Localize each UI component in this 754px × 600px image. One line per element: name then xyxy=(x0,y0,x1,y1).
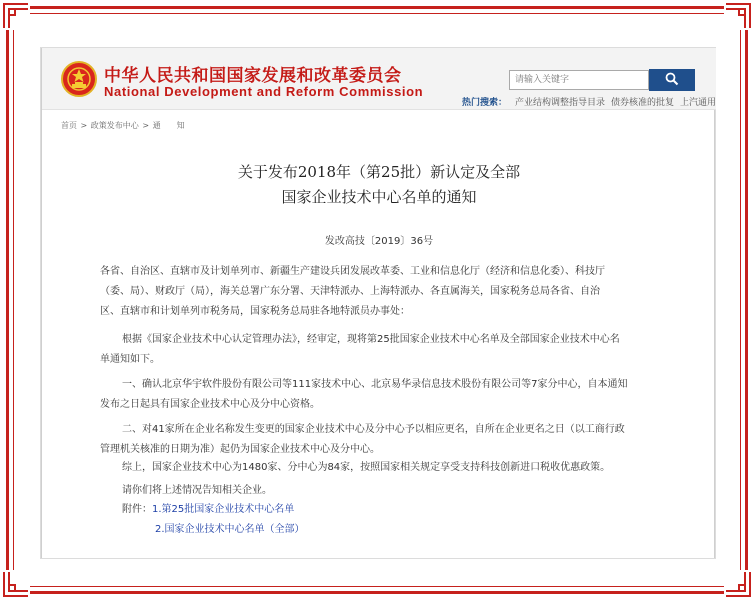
text-line: 请你们将上述情况告知相关企业。 xyxy=(122,485,272,496)
text-line: 二、对41家所在企业名称发生变更的国家企业技术中心及分中心予以相应更名，自所在企业更名之日（以工商行政 xyxy=(122,424,625,435)
breadcrumb-policy-center[interactable]: 政策发布中心 xyxy=(90,121,139,130)
text-line: （委、局）、财政厅（局），海关总署广东分署、天津特派办、上海特派办、各直属海关，国家税务总局各省、自治 xyxy=(100,286,600,297)
search-icon xyxy=(665,72,679,89)
text-line: 各省、自治区、直辖市及计划单列市、新疆生产建设兵团发展改革委、工业和信息化厅（经济和信息化委）、科技厅 xyxy=(100,266,605,277)
text-line: 区、直辖市和计划单列市税务局，国家税务总局驻各地特派员办事处： xyxy=(100,306,410,317)
attachments-row-2 xyxy=(155,520,305,540)
org-name-cn[interactable]: 中华人民共和国国家发展和改革委员会 xyxy=(104,66,402,86)
paragraph-3 xyxy=(100,420,660,460)
frame-corner-ornament-icon xyxy=(2,2,30,30)
addressee-paragraph xyxy=(100,262,660,322)
breadcrumb-current[interactable]: 通 知 xyxy=(152,121,185,130)
breadcrumb-separator: > xyxy=(80,121,88,130)
webpage-screenshot xyxy=(41,48,715,558)
frame-corner-ornament-icon xyxy=(724,2,752,30)
text-line: 根据《国家企业技术中心认定管理办法》，经审定，现将第25批国家企业技术中心名单及全部国家企业技术中心名 xyxy=(122,334,620,345)
national-emblem-icon[interactable] xyxy=(60,60,98,98)
document-number: 发改高技〔2019〕36号 xyxy=(324,236,434,247)
hot-search-link[interactable]: 产业结构调整指导目录 xyxy=(515,98,606,108)
org-name-en[interactable]: National Development and Reform Commission xyxy=(104,84,424,99)
hot-search-link[interactable]: 上汽通用 xyxy=(680,98,717,108)
text-line: 一、确认北京华宇软件股份有限公司等111家技术中心、北京易华录信息技术股份有限公司等7家分中心，自本通知 xyxy=(122,379,628,390)
frame-corner-ornament-icon xyxy=(724,570,752,598)
search-button[interactable] xyxy=(649,69,695,91)
breadcrumb xyxy=(61,120,186,131)
breadcrumb-separator: > xyxy=(142,121,150,130)
document-title-line-2: 国家企业技术中心名单的通知 xyxy=(281,188,477,206)
frame-corner-ornament-icon xyxy=(2,570,30,598)
site-header xyxy=(42,48,716,110)
breadcrumb-home[interactable]: 首页 xyxy=(61,121,77,130)
text-line: 发布之日起具有国家企业技术中心及分中心资格。 xyxy=(100,399,320,410)
attachments-label: 附件： xyxy=(122,504,152,515)
document-title-line-1: 关于发布2018年（第25批）新认定及全部 xyxy=(237,163,521,181)
hot-search xyxy=(462,95,716,108)
paragraph-1 xyxy=(100,330,660,370)
paragraph-2 xyxy=(100,375,660,415)
attachments xyxy=(122,500,294,520)
paragraph-4 xyxy=(100,458,660,478)
hot-search-label: 热门搜索： xyxy=(462,98,508,108)
attachment-link-1[interactable]: 1.第25批国家企业技术中心名单 xyxy=(152,504,295,515)
search-input[interactable] xyxy=(509,70,649,90)
attachment-link-2[interactable]: 2.国家企业技术中心名单（全部） xyxy=(155,524,305,535)
hot-search-link[interactable]: 债券核准的批复 xyxy=(611,98,675,108)
text-line: 单通知如下。 xyxy=(100,354,160,365)
text-line: 管理机关核准的日期为准）起仍为国家企业技术中心及分中心。 xyxy=(100,444,380,455)
paragraph-5 xyxy=(100,481,660,501)
text-line: 综上，国家企业技术中心为1480家、分中心为84家，按照国家相关规定享受支持科技创新进口税收优惠政策。 xyxy=(122,462,611,473)
